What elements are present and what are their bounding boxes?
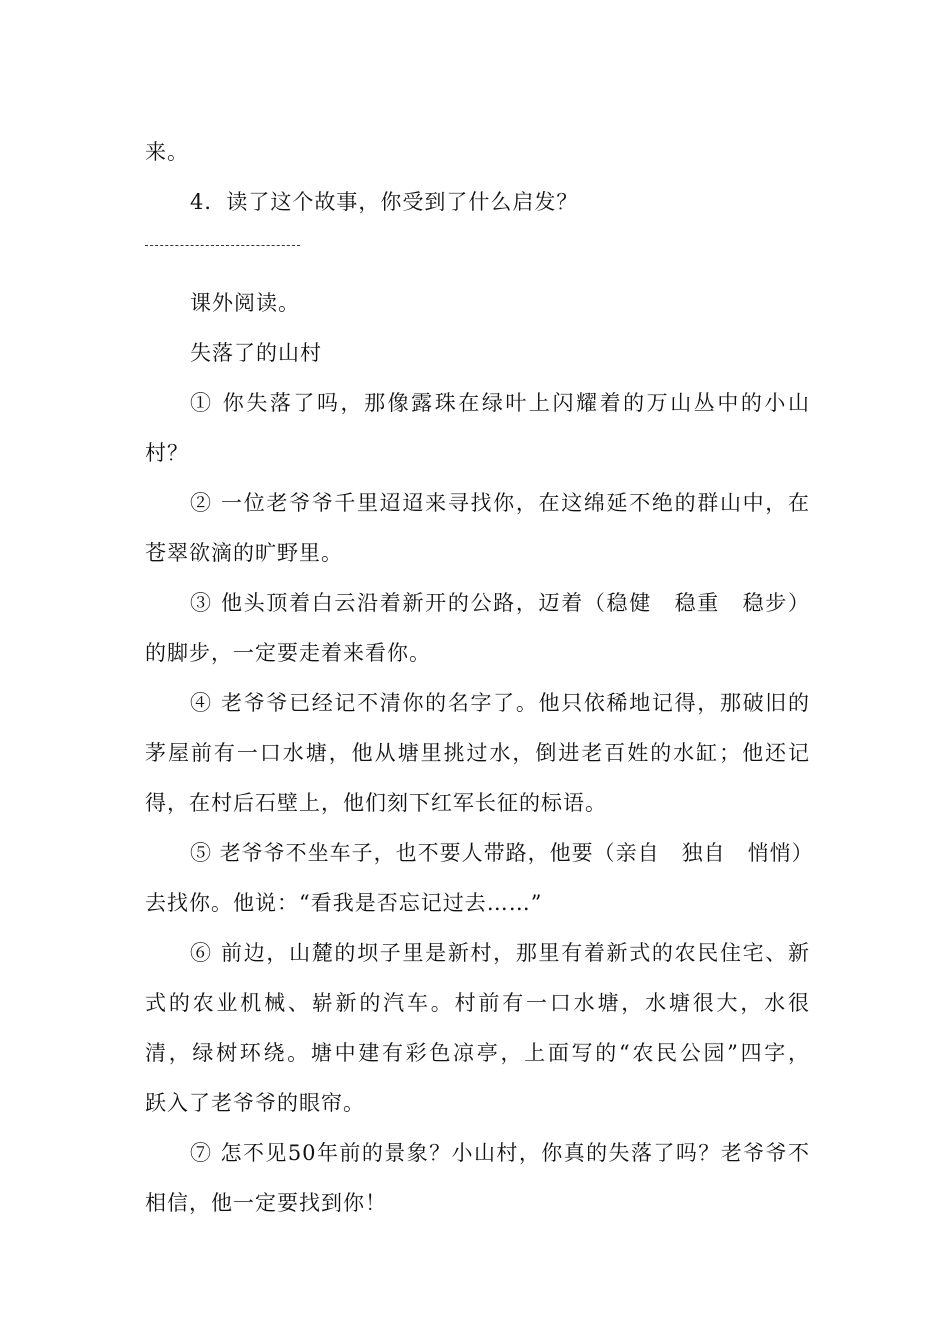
paragraph-4-line: 得，在村后石壁上，他们刻下红军长征的标语。 [145,791,607,815]
paragraph-7-line: ⑦ 怎不见50年前的景象？小山村，你真的失落了吗？老爷爷不 [190,1141,810,1165]
question-4: 4．读了这个故事，你受到了什么启发？ [190,190,579,214]
paragraph-6-line: ⑥ 前边，山麓的坝子里是新村，那里有着新式的农民住宅、新 [190,941,810,965]
paragraph-6-line: 跃入了老爷爷的眼帘。 [145,1091,365,1115]
section-heading: 课外阅读。 [190,291,300,315]
paragraph-7-line: 相信，他一定要找到你！ [145,1191,387,1215]
paragraph-3-line: ③ 他头顶着白云沿着新开的公路，迈着（稳健 稳重 稳步） [190,591,810,615]
paragraph-1-line: ① 你失落了吗，那像露珠在绿叶上闪耀着的万山丛中的小山 [190,391,810,415]
paragraph-1-line: 村？ [145,441,189,465]
paragraph-6-line: 清，绿树环绕。塘中建有彩色凉亭，上面写的“农民公园”四字， [145,1041,810,1065]
paragraph-2-line: ② 一位老爷爷千里迢迢来寻找你，在这绵延不绝的群山中，在 [190,491,810,515]
text-line: 来。 [145,140,189,164]
paragraph-4-line: 茅屋前有一口水塘，他从塘里挑过水，倒进老百姓的水缸；他还记 [145,741,810,765]
paragraph-6-line: 式的农业机械、崭新的汽车。村前有一口水塘，水塘很大，水很 [145,991,810,1015]
dashed-separator [145,245,300,246]
paragraph-4-line: ④ 老爷爷已经记不清你的名字了。他只依稀地记得，那破旧的 [190,691,810,715]
paragraph-3-line: 的脚步，一定要走着来看你。 [145,641,431,665]
paragraph-5-line: 去找你。他说：“看我是否忘记过去……” [145,891,543,915]
paragraph-2-line: 苍翠欲滴的旷野里。 [145,541,343,565]
paragraph-5-line: ⑤ 老爷爷不坐车子，也不要人带路，他要（亲自 独自 悄悄） [190,841,814,865]
story-title: 失落了的山村 [190,341,322,365]
